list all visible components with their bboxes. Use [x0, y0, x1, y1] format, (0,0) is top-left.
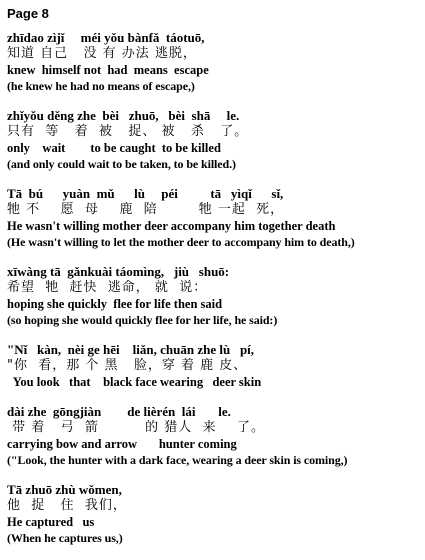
english-gloss-line: He captured us — [7, 515, 95, 529]
sentence-block-2 — [7, 108, 419, 172]
hanzi-line: 他 捉 住 我们， — [7, 498, 127, 513]
hanzi-line: 牠 不 愿 母 鹿 陪 牠 一起 死， — [7, 202, 285, 217]
pinyin-line: zhǐyǒu děng zhe bèi zhuō, bèi shā le. — [7, 108, 240, 123]
sentence-block-3 — [7, 186, 419, 250]
english-gloss-line: carrying bow and arrow hunter coming — [7, 437, 237, 451]
translation-line: ("Look, the hunter with a dark face, wearing a deer skin is coming,) — [7, 453, 348, 467]
sentence-block-7 — [7, 482, 419, 546]
hanzi-line: "你 看，那 个 黑 脸，穿 着 鹿 皮、 — [7, 358, 248, 373]
sentence-block-1 — [7, 30, 419, 94]
pinyin-line: Tā zhuō zhù wǒmen, — [7, 482, 122, 497]
hanzi-line: 希望 牠 赶快 逃命， 就 说： — [7, 280, 208, 295]
hanzi-line: 知道 自己 没 有 办法 逃脱， — [7, 46, 197, 61]
english-gloss-line: You look that black face wearing deer skin — [7, 375, 262, 389]
translation-line: (and only could wait to be taken, to be killed.) — [7, 157, 236, 171]
translation-line: (He wasn't willing to let the mother deer to accompany him to death,) — [7, 235, 355, 249]
page-title: Page 8 — [7, 6, 49, 21]
pinyin-line: dài zhe gōngjiàn de lièrén lái le. — [7, 404, 231, 419]
document-page — [7, 6, 419, 560]
sentence-block-6 — [7, 404, 419, 468]
english-gloss-line: hoping she quickly flee for life then said — [7, 297, 223, 311]
sentence-block-4 — [7, 264, 419, 328]
english-gloss-line: He wasn't willing mother deer accompany him together death — [7, 219, 336, 233]
pinyin-line: xīwàng tā gǎnkuài táomìng, jiù shuō: — [7, 264, 230, 279]
translation-line: (he knew he had no means of escape,) — [7, 79, 195, 93]
pinyin-line: Tā bú yuàn mǔ lù péi tā yìqǐ sǐ, — [7, 186, 284, 201]
english-gloss-line: knew himself not had means escape — [7, 63, 209, 77]
pinyin-line: zhīdao zìjǐ méi yǒu bànfǎ táotuō, — [7, 30, 205, 45]
translation-line: (When he captures us,) — [7, 531, 123, 545]
hanzi-line: 只有 等 着 被 捉、 被 杀 了。 — [7, 124, 249, 139]
english-gloss-line: only wait to be caught to be killed — [7, 141, 221, 155]
sentence-block-5 — [7, 342, 419, 390]
translation-line: (so hoping she would quickly flee for her life, he said:) — [7, 313, 278, 327]
pinyin-line: "Nǐ kàn, nèi ge hēi liǎn, chuān zhe lù pí, — [7, 342, 255, 357]
hanzi-line: 带 着 弓 箭 的 猎人 来 了。 — [7, 420, 266, 435]
